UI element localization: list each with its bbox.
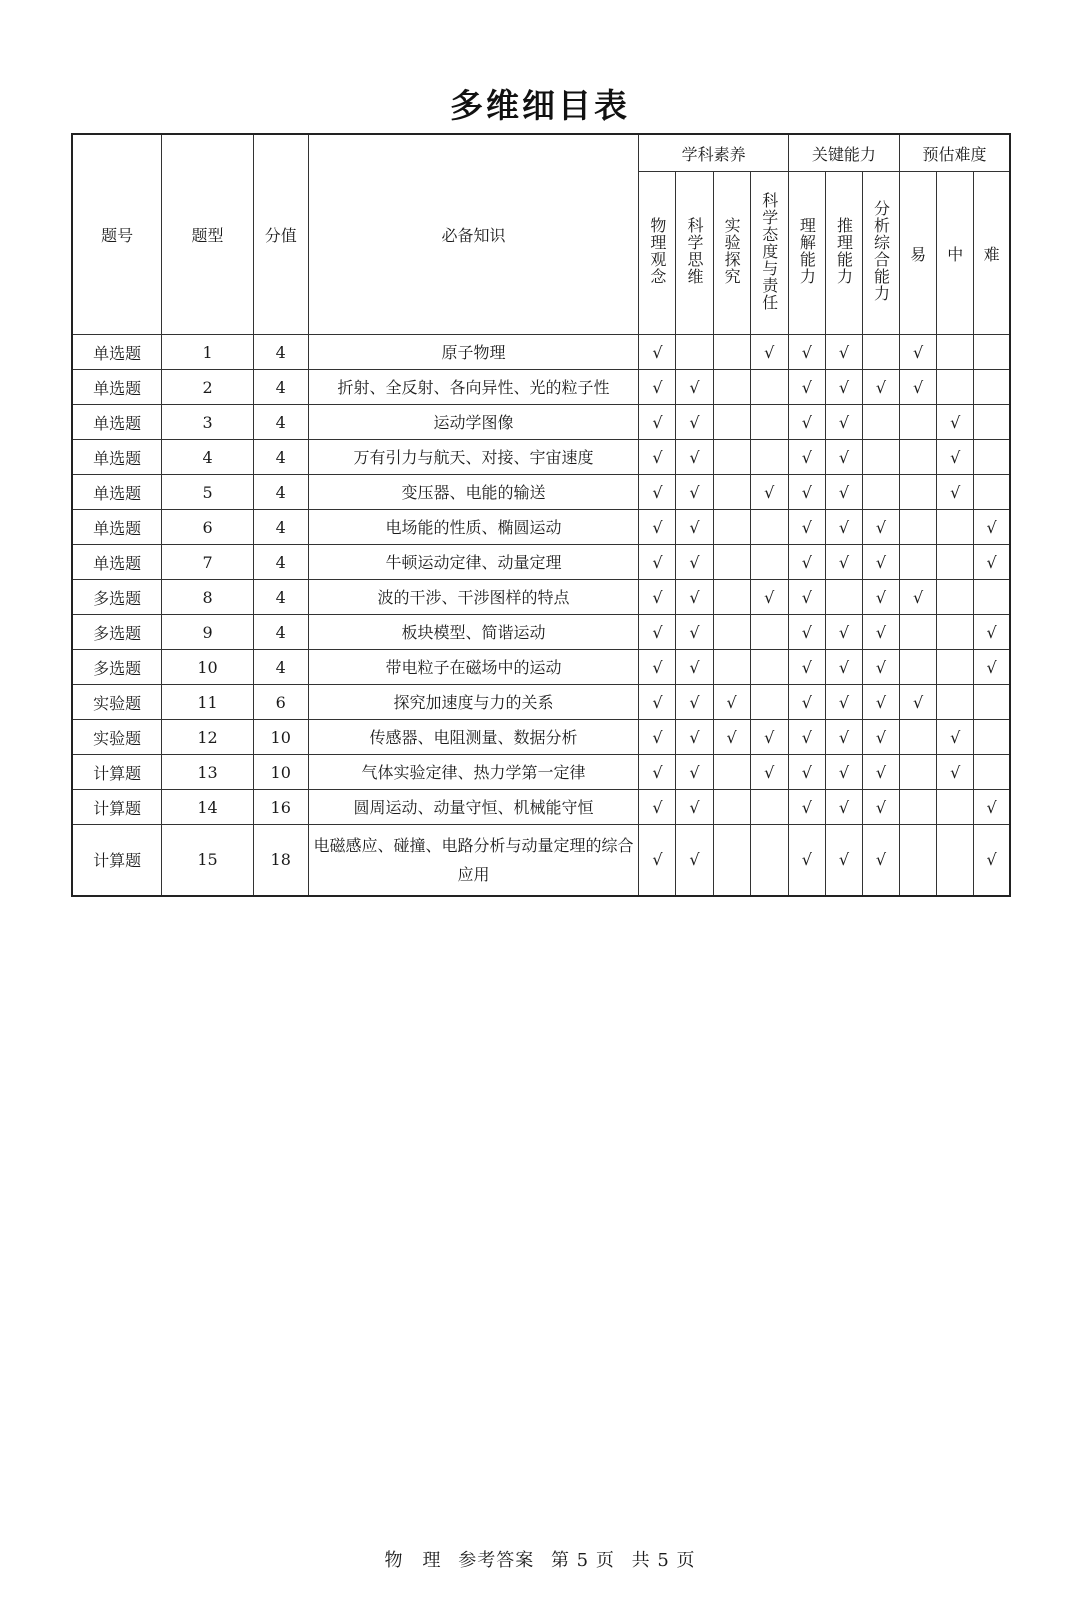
check-mark-cell: √ xyxy=(676,615,713,650)
check-mark-cell: √ xyxy=(825,475,862,510)
check-mark-cell xyxy=(862,335,899,370)
row-type: 单选题 xyxy=(72,335,162,370)
check-mark-cell xyxy=(974,405,1010,440)
check-mark-cell xyxy=(900,545,937,580)
table-row xyxy=(72,440,1010,475)
header-no: 题号 xyxy=(72,134,162,335)
check-mark-cell xyxy=(713,580,750,615)
row-score: 4 xyxy=(253,580,308,615)
check-mark-cell: √ xyxy=(974,790,1010,825)
check-mark-cell xyxy=(750,825,788,896)
check-mark-cell: √ xyxy=(788,370,825,405)
check-mark-cell: √ xyxy=(676,720,713,755)
row-number: 15 xyxy=(162,825,254,896)
check-mark-cell xyxy=(900,825,937,896)
row-type: 多选题 xyxy=(72,580,162,615)
row-type: 多选题 xyxy=(72,615,162,650)
row-type: 多选题 xyxy=(72,650,162,685)
row-type: 单选题 xyxy=(72,545,162,580)
header-knowledge: 必备知识 xyxy=(308,134,639,335)
check-mark-cell xyxy=(862,405,899,440)
check-mark-cell: √ xyxy=(676,475,713,510)
row-score: 4 xyxy=(253,475,308,510)
row-number: 6 xyxy=(162,510,254,545)
check-mark-cell: √ xyxy=(750,720,788,755)
check-mark-cell: √ xyxy=(862,790,899,825)
row-score: 16 xyxy=(253,790,308,825)
check-mark-cell: √ xyxy=(900,685,937,720)
check-mark-cell xyxy=(900,650,937,685)
check-mark-cell: √ xyxy=(639,580,676,615)
page-footer xyxy=(0,1546,1080,1572)
row-type: 单选题 xyxy=(72,440,162,475)
check-mark-cell: √ xyxy=(639,370,676,405)
footer-subject: 物 理 xyxy=(384,1550,442,1571)
check-mark-cell xyxy=(750,650,788,685)
row-score: 10 xyxy=(253,755,308,790)
table-row xyxy=(72,545,1010,580)
row-number: 2 xyxy=(162,370,254,405)
row-number: 8 xyxy=(162,580,254,615)
header-scientific-thinking: 科学思维 xyxy=(685,217,705,285)
row-number: 11 xyxy=(162,685,254,720)
check-mark-cell: √ xyxy=(825,335,862,370)
check-mark-cell: √ xyxy=(825,685,862,720)
check-mark-cell xyxy=(974,720,1010,755)
check-mark-cell: √ xyxy=(862,510,899,545)
check-mark-cell xyxy=(937,545,974,580)
check-mark-cell: √ xyxy=(676,405,713,440)
check-mark-cell xyxy=(713,475,750,510)
header-reasoning: 推理能力 xyxy=(834,217,854,285)
check-mark-cell: √ xyxy=(825,405,862,440)
check-mark-cell: √ xyxy=(639,755,676,790)
check-mark-cell xyxy=(937,685,974,720)
check-mark-cell xyxy=(713,510,750,545)
check-mark-cell: √ xyxy=(676,755,713,790)
check-mark-cell: √ xyxy=(825,825,862,896)
check-mark-cell xyxy=(676,335,713,370)
check-mark-cell: √ xyxy=(639,685,676,720)
check-mark-cell xyxy=(713,405,750,440)
check-mark-cell: √ xyxy=(639,335,676,370)
check-mark-cell xyxy=(974,755,1010,790)
check-mark-cell xyxy=(750,615,788,650)
row-type: 单选题 xyxy=(72,510,162,545)
check-mark-cell: √ xyxy=(639,475,676,510)
row-type: 单选题 xyxy=(72,475,162,510)
table-row xyxy=(72,580,1010,615)
check-mark-cell: √ xyxy=(639,615,676,650)
check-mark-cell xyxy=(713,650,750,685)
check-mark-cell xyxy=(713,545,750,580)
row-knowledge: 传感器、电阻测量、数据分析 xyxy=(308,720,639,755)
check-mark-cell: √ xyxy=(639,545,676,580)
check-mark-cell: √ xyxy=(788,475,825,510)
check-mark-cell: √ xyxy=(825,790,862,825)
check-mark-cell xyxy=(974,440,1010,475)
row-number: 7 xyxy=(162,545,254,580)
row-number: 13 xyxy=(162,755,254,790)
row-type: 计算题 xyxy=(72,825,162,896)
check-mark-cell: √ xyxy=(713,685,750,720)
check-mark-cell: √ xyxy=(825,370,862,405)
check-mark-cell: √ xyxy=(676,685,713,720)
check-mark-cell: √ xyxy=(788,510,825,545)
header-scientific-attitude: 科学态度与责任 xyxy=(759,191,779,311)
row-score: 18 xyxy=(253,825,308,896)
check-mark-cell xyxy=(974,685,1010,720)
table-row xyxy=(72,475,1010,510)
check-mark-cell: √ xyxy=(676,440,713,475)
row-score: 4 xyxy=(253,405,308,440)
row-type: 单选题 xyxy=(72,370,162,405)
header-physics-concept: 物理观念 xyxy=(647,217,667,285)
check-mark-cell: √ xyxy=(862,580,899,615)
footer-page: 第 5 页 xyxy=(550,1550,615,1571)
row-knowledge: 运动学图像 xyxy=(308,405,639,440)
header-analysis: 分析综合能力 xyxy=(871,200,891,302)
check-mark-cell xyxy=(900,510,937,545)
row-number: 9 xyxy=(162,615,254,650)
check-mark-cell xyxy=(862,440,899,475)
row-knowledge: 气体实验定律、热力学第一定律 xyxy=(308,755,639,790)
check-mark-cell: √ xyxy=(825,545,862,580)
check-mark-cell: √ xyxy=(788,545,825,580)
row-number: 5 xyxy=(162,475,254,510)
check-mark-cell: √ xyxy=(825,615,862,650)
specification-table xyxy=(71,133,1011,897)
header-type: 题型 xyxy=(162,134,254,335)
row-score: 4 xyxy=(253,650,308,685)
check-mark-cell: √ xyxy=(862,545,899,580)
row-type: 计算题 xyxy=(72,755,162,790)
check-mark-cell xyxy=(713,825,750,896)
check-mark-cell: √ xyxy=(862,755,899,790)
check-mark-cell: √ xyxy=(750,335,788,370)
check-mark-cell: √ xyxy=(788,720,825,755)
check-mark-cell xyxy=(937,370,974,405)
row-type: 单选题 xyxy=(72,405,162,440)
check-mark-cell xyxy=(974,475,1010,510)
check-mark-cell: √ xyxy=(825,720,862,755)
check-mark-cell: √ xyxy=(937,475,974,510)
check-mark-cell xyxy=(750,510,788,545)
table-row xyxy=(72,650,1010,685)
table-row xyxy=(72,405,1010,440)
check-mark-cell: √ xyxy=(974,825,1010,896)
check-mark-cell: √ xyxy=(639,825,676,896)
check-mark-cell xyxy=(937,510,974,545)
check-mark-cell: √ xyxy=(825,755,862,790)
check-mark-cell: √ xyxy=(676,510,713,545)
row-number: 12 xyxy=(162,720,254,755)
check-mark-cell xyxy=(900,755,937,790)
check-mark-cell: √ xyxy=(788,440,825,475)
check-mark-cell: √ xyxy=(788,650,825,685)
check-mark-cell: √ xyxy=(788,615,825,650)
check-mark-cell xyxy=(750,440,788,475)
check-mark-cell: √ xyxy=(862,615,899,650)
check-mark-cell xyxy=(937,580,974,615)
row-score: 4 xyxy=(253,370,308,405)
check-mark-cell xyxy=(937,615,974,650)
row-score: 4 xyxy=(253,545,308,580)
row-knowledge: 折射、全反射、各向异性、光的粒子性 xyxy=(308,370,639,405)
check-mark-cell: √ xyxy=(676,545,713,580)
check-mark-cell xyxy=(862,475,899,510)
check-mark-cell xyxy=(974,370,1010,405)
check-mark-cell: √ xyxy=(788,790,825,825)
check-mark-cell: √ xyxy=(825,510,862,545)
row-knowledge: 电磁感应、碰撞、电路分析与动量定理的综合应用 xyxy=(308,825,639,896)
row-score: 10 xyxy=(253,720,308,755)
check-mark-cell: √ xyxy=(788,405,825,440)
check-mark-cell: √ xyxy=(676,825,713,896)
row-knowledge: 牛顿运动定律、动量定理 xyxy=(308,545,639,580)
table-row xyxy=(72,370,1010,405)
row-knowledge: 万有引力与航天、对接、宇宙速度 xyxy=(308,440,639,475)
check-mark-cell: √ xyxy=(862,825,899,896)
table-row xyxy=(72,825,1010,896)
table-row xyxy=(72,335,1010,370)
row-number: 3 xyxy=(162,405,254,440)
table-row xyxy=(72,685,1010,720)
row-number: 4 xyxy=(162,440,254,475)
table-body xyxy=(72,335,1010,896)
check-mark-cell: √ xyxy=(788,825,825,896)
header-hard: 难 xyxy=(974,172,1010,335)
check-mark-cell: √ xyxy=(862,685,899,720)
check-mark-cell: √ xyxy=(639,440,676,475)
header-literacy-group: 学科素养 xyxy=(639,134,788,172)
check-mark-cell: √ xyxy=(862,370,899,405)
check-mark-cell xyxy=(937,825,974,896)
check-mark-cell xyxy=(750,545,788,580)
check-mark-cell: √ xyxy=(788,755,825,790)
check-mark-cell: √ xyxy=(639,510,676,545)
table-row xyxy=(72,720,1010,755)
check-mark-cell: √ xyxy=(937,720,974,755)
check-mark-cell: √ xyxy=(900,580,937,615)
check-mark-cell: √ xyxy=(639,790,676,825)
check-mark-cell: √ xyxy=(937,755,974,790)
check-mark-cell: √ xyxy=(639,405,676,440)
check-mark-cell: √ xyxy=(974,545,1010,580)
check-mark-cell: √ xyxy=(974,615,1010,650)
check-mark-cell: √ xyxy=(862,650,899,685)
check-mark-cell xyxy=(937,790,974,825)
header-score: 分值 xyxy=(253,134,308,335)
check-mark-cell xyxy=(713,335,750,370)
row-type: 实验题 xyxy=(72,685,162,720)
check-mark-cell xyxy=(750,685,788,720)
check-mark-cell: √ xyxy=(788,685,825,720)
check-mark-cell: √ xyxy=(750,755,788,790)
check-mark-cell: √ xyxy=(750,580,788,615)
header-experimental-inquiry: 实验探究 xyxy=(722,217,742,285)
check-mark-cell: √ xyxy=(974,510,1010,545)
header-easy: 易 xyxy=(900,172,937,335)
header-understanding: 理解能力 xyxy=(797,217,817,285)
check-mark-cell: √ xyxy=(676,650,713,685)
row-knowledge: 圆周运动、动量守恒、机械能守恒 xyxy=(308,790,639,825)
check-mark-cell xyxy=(900,790,937,825)
check-mark-cell xyxy=(900,720,937,755)
check-mark-cell: √ xyxy=(750,475,788,510)
check-mark-cell: √ xyxy=(825,440,862,475)
check-mark-cell xyxy=(750,405,788,440)
row-score: 6 xyxy=(253,685,308,720)
row-score: 4 xyxy=(253,615,308,650)
check-mark-cell: √ xyxy=(788,335,825,370)
header-ability-group: 关键能力 xyxy=(788,134,899,172)
row-knowledge: 板块模型、简谐运动 xyxy=(308,615,639,650)
check-mark-cell xyxy=(825,580,862,615)
row-number: 10 xyxy=(162,650,254,685)
check-mark-cell: √ xyxy=(713,720,750,755)
row-score: 4 xyxy=(253,510,308,545)
check-mark-cell: √ xyxy=(900,370,937,405)
check-mark-cell xyxy=(713,615,750,650)
check-mark-cell xyxy=(900,405,937,440)
table-row xyxy=(72,755,1010,790)
check-mark-cell: √ xyxy=(639,720,676,755)
check-mark-cell: √ xyxy=(639,650,676,685)
check-mark-cell: √ xyxy=(862,720,899,755)
check-mark-cell: √ xyxy=(937,440,974,475)
check-mark-cell xyxy=(974,580,1010,615)
check-mark-cell xyxy=(713,370,750,405)
row-knowledge: 探究加速度与力的关系 xyxy=(308,685,639,720)
check-mark-cell: √ xyxy=(937,405,974,440)
row-knowledge: 变压器、电能的输送 xyxy=(308,475,639,510)
check-mark-cell xyxy=(713,755,750,790)
row-type: 计算题 xyxy=(72,790,162,825)
row-number: 1 xyxy=(162,335,254,370)
check-mark-cell xyxy=(713,790,750,825)
check-mark-cell xyxy=(750,790,788,825)
table-row xyxy=(72,790,1010,825)
row-knowledge: 电场能的性质、椭圆运动 xyxy=(308,510,639,545)
row-score: 4 xyxy=(253,440,308,475)
row-knowledge: 原子物理 xyxy=(308,335,639,370)
check-mark-cell xyxy=(974,335,1010,370)
table-row xyxy=(72,615,1010,650)
row-score: 4 xyxy=(253,335,308,370)
footer-doc: 参考答案 xyxy=(458,1550,535,1571)
page-title: 多维细目表 xyxy=(450,86,630,125)
table-row xyxy=(72,510,1010,545)
check-mark-cell xyxy=(750,370,788,405)
check-mark-cell: √ xyxy=(974,650,1010,685)
footer-total: 共 5 页 xyxy=(631,1550,696,1571)
check-mark-cell xyxy=(713,440,750,475)
check-mark-cell xyxy=(937,335,974,370)
check-mark-cell: √ xyxy=(788,580,825,615)
check-mark-cell xyxy=(937,650,974,685)
row-number: 14 xyxy=(162,790,254,825)
check-mark-cell: √ xyxy=(676,790,713,825)
check-mark-cell xyxy=(900,475,937,510)
check-mark-cell: √ xyxy=(900,335,937,370)
row-knowledge: 带电粒子在磁场中的运动 xyxy=(308,650,639,685)
row-knowledge: 波的干涉、干涉图样的特点 xyxy=(308,580,639,615)
check-mark-cell: √ xyxy=(825,650,862,685)
header-difficulty-group: 预估难度 xyxy=(900,134,1010,172)
header-medium: 中 xyxy=(937,172,974,335)
check-mark-cell: √ xyxy=(676,580,713,615)
row-type: 实验题 xyxy=(72,720,162,755)
check-mark-cell xyxy=(900,615,937,650)
check-mark-cell: √ xyxy=(676,370,713,405)
check-mark-cell xyxy=(900,440,937,475)
